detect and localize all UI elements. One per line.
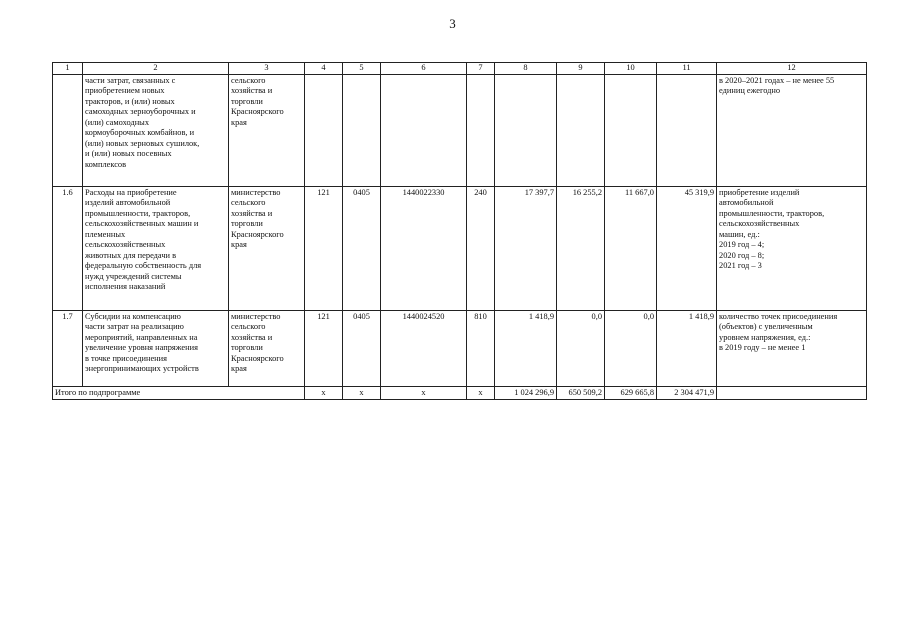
- amount-2020: 16 255,2: [557, 186, 605, 310]
- expected-result: приобретение изделий автомобильной промышленности, тракторов, сельскохозяйственных машин, ед.: 2019 год – 4; 2020 год – 8; 2021 год – 3: [717, 186, 867, 310]
- col-number: 3: [229, 63, 305, 75]
- amount-2019: [495, 74, 557, 186]
- expected-result: количество точек присоединения (объектов) с увеличенным уровнем напряжения, ед.: в 2019 году – не менее 1: [717, 310, 867, 386]
- total-expense-type-code: х: [467, 386, 495, 400]
- activity-name: части затрат, связанных с приобретением новых тракторов, и (или) новых самоходных зерноуборочных и (или) самоходных кормоуборочных комбайнов, и (или) новых зерновых сушилок, и (или) новых посевных комплексов: [83, 74, 229, 186]
- col-number: 12: [717, 63, 867, 75]
- activity-name: Субсидии на компенсацию части затрат на реализацию мероприятий, направленных на увеличение уровня напряжения в точке присоединения энергопринимающих устройств: [83, 310, 229, 386]
- grbs-code: 121: [305, 310, 343, 386]
- amount-2021: 11 667,0: [605, 186, 657, 310]
- target-article-code: 1440024520: [381, 310, 467, 386]
- col-number: 5: [343, 63, 381, 75]
- col-number: 7: [467, 63, 495, 75]
- target-article-code: [381, 74, 467, 186]
- executor: министерство сельского хозяйства и торговли Красноярского края: [229, 186, 305, 310]
- col-number: 8: [495, 63, 557, 75]
- amount-total: 45 319,9: [657, 186, 717, 310]
- col-number: 9: [557, 63, 605, 75]
- executor: министерство сельского хозяйства и торговли Красноярского края: [229, 310, 305, 386]
- subprogram-table: [52, 62, 867, 400]
- row-number: 1.7: [53, 310, 83, 386]
- amount-2020: 0,0: [557, 310, 605, 386]
- amount-2021: [605, 74, 657, 186]
- grbs-code: [305, 74, 343, 186]
- expense-type-code: [467, 74, 495, 186]
- section-code: 0405: [343, 186, 381, 310]
- table-row: [53, 310, 867, 386]
- total-amount-2019: 1 024 296,9: [495, 386, 557, 400]
- expected-result: в 2020–2021 годах – не менее 55 единиц ежегодно: [717, 74, 867, 186]
- grbs-code: 121: [305, 186, 343, 310]
- amount-total: [657, 74, 717, 186]
- total-result: [717, 386, 867, 400]
- total-section-code: х: [343, 386, 381, 400]
- amount-2019: 17 397,7: [495, 186, 557, 310]
- col-number: 2: [83, 63, 229, 75]
- total-amount-total: 2 304 471,9: [657, 386, 717, 400]
- table-row: [53, 186, 867, 310]
- col-number: 6: [381, 63, 467, 75]
- executor: сельского хозяйства и торговли Красноярского края: [229, 74, 305, 186]
- section-code: [343, 74, 381, 186]
- column-number-row: [53, 63, 867, 75]
- section-code: 0405: [343, 310, 381, 386]
- expense-type-code: 240: [467, 186, 495, 310]
- total-target-article-code: х: [381, 386, 467, 400]
- col-number: 10: [605, 63, 657, 75]
- amount-2019: 1 418,9: [495, 310, 557, 386]
- amount-2021: 0,0: [605, 310, 657, 386]
- row-number: [53, 74, 83, 186]
- page-number: 3: [449, 16, 456, 31]
- table-row: [53, 74, 867, 186]
- amount-total: 1 418,9: [657, 310, 717, 386]
- row-number: 1.6: [53, 186, 83, 310]
- total-label: Итого по подпрограмме: [53, 386, 305, 400]
- activity-name: Расходы на приобретение изделий автомобильной промышленности, тракторов, сельскохозяйственных машин и племенных сельскохозяйственных животных для передачи в федеральную собственность для нужд учреждений системы исполнения наказаний: [83, 186, 229, 310]
- total-grbs-code: х: [305, 386, 343, 400]
- amount-2020: [557, 74, 605, 186]
- total-amount-2021: 629 665,8: [605, 386, 657, 400]
- target-article-code: 1440022330: [381, 186, 467, 310]
- total-row: [53, 386, 867, 400]
- col-number: 1: [53, 63, 83, 75]
- col-number: 4: [305, 63, 343, 75]
- expense-type-code: 810: [467, 310, 495, 386]
- col-number: 11: [657, 63, 717, 75]
- total-amount-2020: 650 509,2: [557, 386, 605, 400]
